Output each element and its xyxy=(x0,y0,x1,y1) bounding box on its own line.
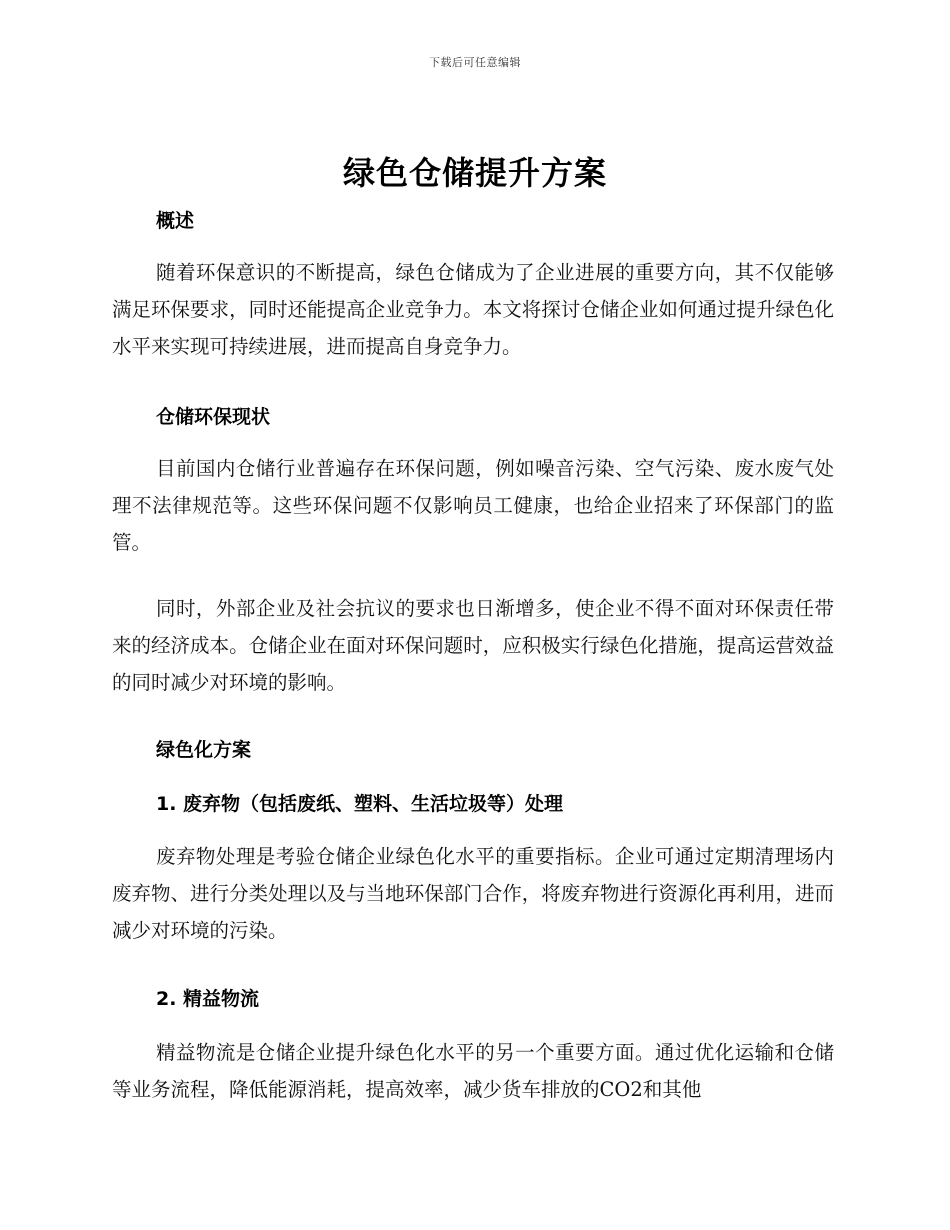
heading-plan: 绿色化方案 xyxy=(156,739,252,761)
paragraph-status-2: 同时，外部企业及社会抗议的要求也日渐增多，使企业不得不面对环保责任带来的经济成本。仓储企业在面对环保问题时，应积极实行绿色化措施，提高运营效益的同时减少对环境的影响。 xyxy=(112,597,834,694)
heading-item-1: 1. 废弃物（包括废纸、塑料、生活垃圾等）处理 xyxy=(156,793,564,815)
heading-status: 仓储环保现状 xyxy=(156,406,271,428)
paragraph-status-1: 目前国内仓储行业普遍存在环保问题，例如噪音污染、空气污染、废水废气处理不法律规范等。这些环保问题不仅影响员工健康，也给企业招来了环保部门的监管。 xyxy=(112,457,834,554)
paragraph-item-1: 废弃物处理是考验仓储企业绿色化水平的重要指标。企业可通过定期清理场内废弃物、进行分类处理以及与当地环保部门合作，将废弃物进行资源化再利用，进而减少对环境的污染。 xyxy=(112,845,834,942)
header-note: 下载后可任意编辑 xyxy=(429,56,521,69)
paragraph-item-2: 精益物流是仓储企业提升绿色化水平的另一个重要方面。通过优化运输和仓储等业务流程，降低能源消耗，提高效率，减少货车排放的CO2和其他 xyxy=(112,1041,834,1101)
heading-overview: 概述 xyxy=(156,210,195,232)
page-title: 绿色仓储提升方案 xyxy=(342,154,607,192)
paragraph-overview: 随着环保意识的不断提高，绿色仓储成为了企业进展的重要方向，其不仅能够满足环保要求，同时还能提高企业竞争力。本文将探讨仓储企业如何通过提升绿色化水平来实现可持续进展，进而提高自身竞争力。 xyxy=(112,261,834,358)
heading-item-2: 2. 精益物流 xyxy=(156,988,260,1010)
